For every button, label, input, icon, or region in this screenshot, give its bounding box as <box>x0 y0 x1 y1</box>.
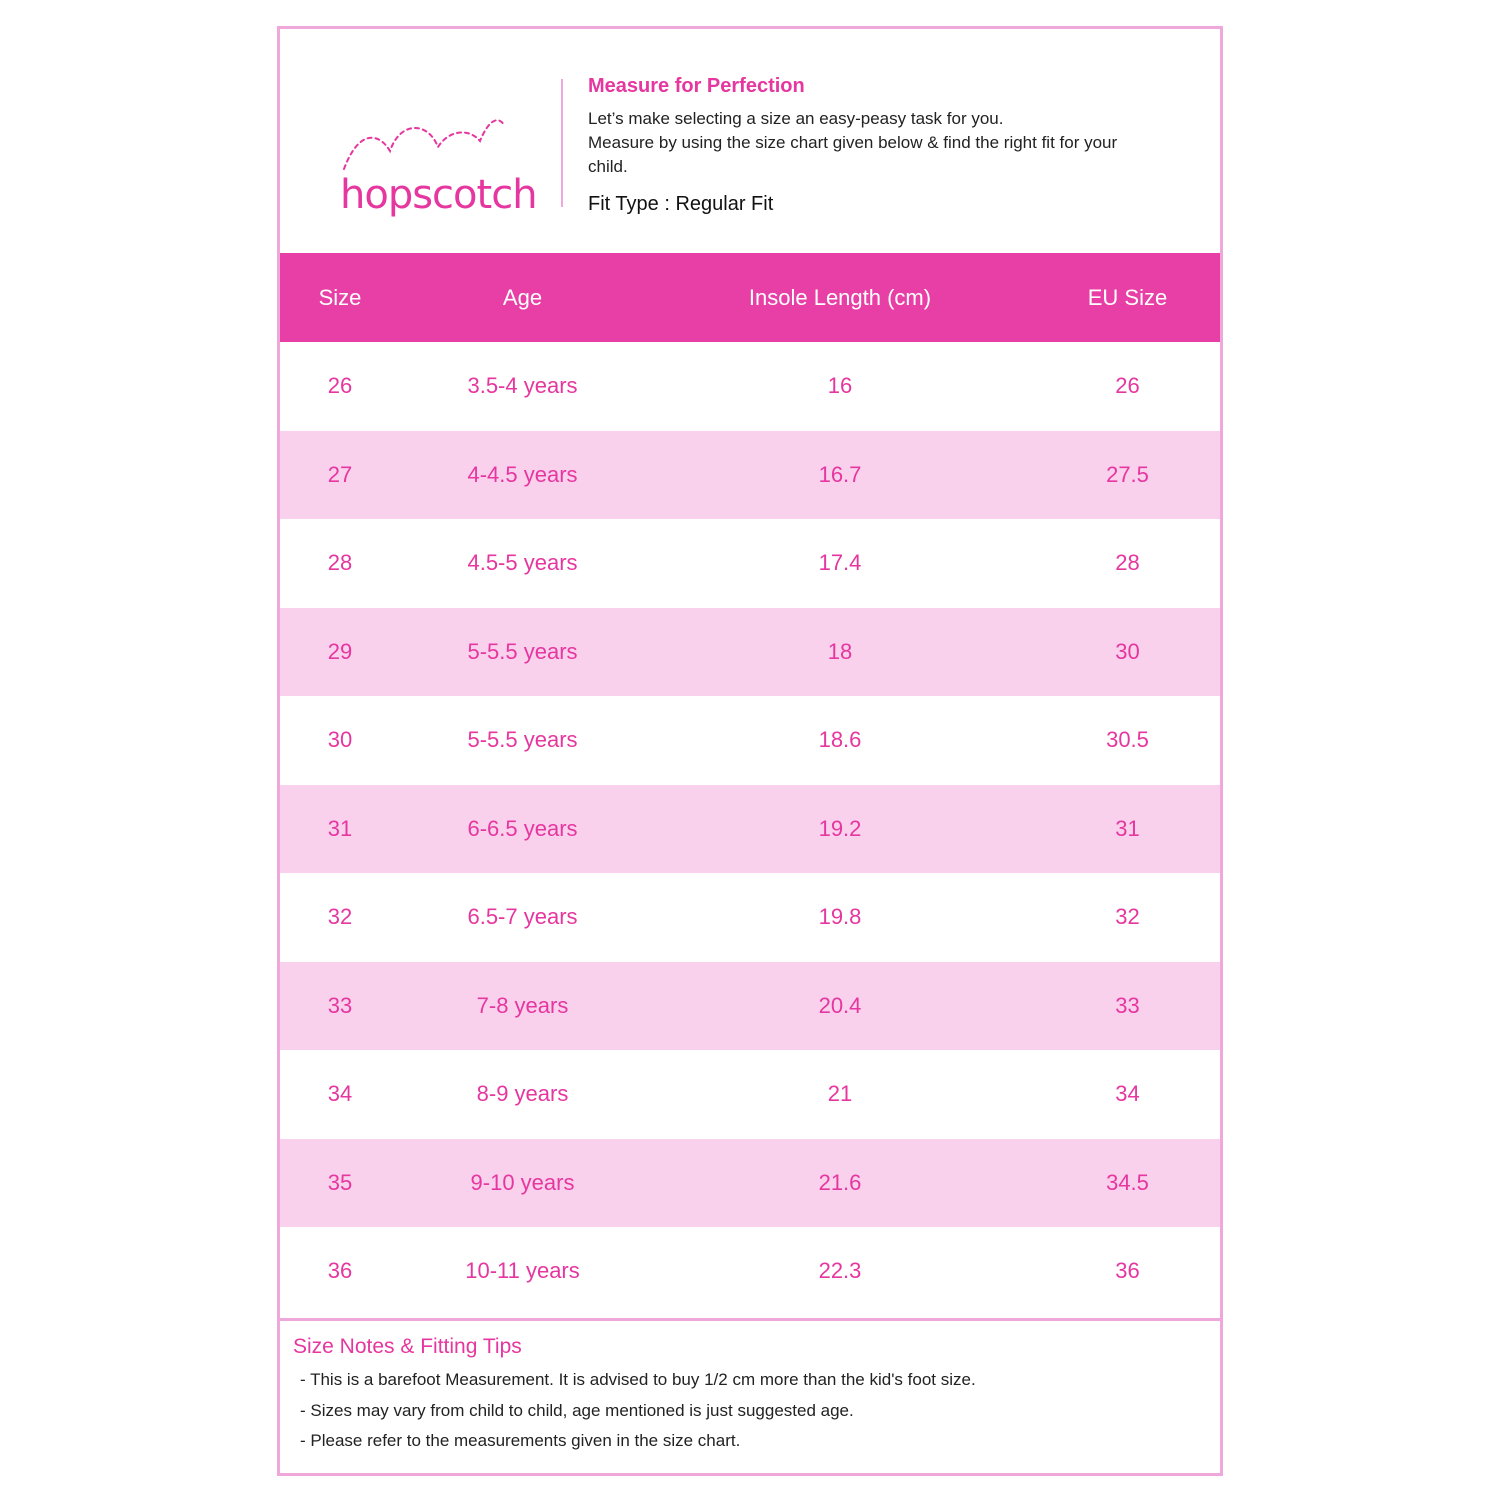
note-item: - Please refer to the measurements given in the size chart. <box>300 1431 741 1450</box>
cell-size: 36 <box>327 1258 353 1284</box>
cell-insole-length: 18 <box>827 638 853 664</box>
cell-age: 6.5-7 years <box>467 904 578 930</box>
cell-eu-size: 31 <box>1115 815 1140 841</box>
cell-age: 4.5-5 years <box>467 550 578 576</box>
table-row <box>280 1050 1220 1139</box>
cell-age: 5-5.5 years <box>467 638 578 664</box>
cell-age: 8-9 years <box>476 1081 569 1107</box>
table-row <box>280 1227 1220 1316</box>
cell-eu-size: 33 <box>1115 992 1140 1018</box>
cell-insole-length: 21.6 <box>818 1169 862 1195</box>
cell-eu-size: 28 <box>1115 550 1140 576</box>
cell-insole-length: 18.6 <box>818 727 862 753</box>
table-row <box>280 342 1220 431</box>
note-item: - Sizes may vary from child to child, age mentioned is just suggested age. <box>300 1400 854 1420</box>
cell-size: 26 <box>327 373 353 399</box>
table-row <box>280 431 1220 520</box>
cell-age: 6-6.5 years <box>467 815 578 841</box>
size-notes <box>293 1333 1193 1457</box>
cell-size: 27 <box>327 461 353 487</box>
table-row <box>280 785 1220 874</box>
cell-size: 29 <box>327 638 353 664</box>
cell-size: 28 <box>327 550 353 576</box>
cell-eu-size: 36 <box>1115 1258 1140 1284</box>
column-header-size: Size <box>318 284 362 310</box>
table-row <box>280 608 1220 697</box>
cell-eu-size: 34 <box>1115 1081 1140 1107</box>
cell-eu-size: 32 <box>1115 904 1140 930</box>
intro-title: Measure for Perfection <box>588 75 805 97</box>
cell-age: 3.5-4 years <box>467 373 578 399</box>
cell-size: 30 <box>327 727 353 753</box>
header-divider <box>561 79 563 207</box>
column-header-eu-size: EU Size <box>1087 284 1168 310</box>
intro-line-1: Let’s make selecting a size an easy-peasy task for you. <box>588 109 1004 128</box>
fit-type: Fit Type : Regular Fit <box>588 193 774 215</box>
cell-eu-size: 34.5 <box>1106 1169 1149 1195</box>
cell-insole-length: 21 <box>827 1081 853 1107</box>
notes-divider <box>280 1318 1220 1321</box>
column-header-insole-length: Insole Length (cm) <box>748 284 932 310</box>
brand-logo <box>338 91 538 218</box>
cell-insole-length: 20.4 <box>818 992 862 1018</box>
cell-insole-length: 22.3 <box>818 1258 862 1284</box>
intro-line-3: child. <box>588 157 628 176</box>
table-row <box>280 873 1220 962</box>
cell-insole-length: 17.4 <box>818 550 862 576</box>
cell-size: 35 <box>327 1169 353 1195</box>
cell-insole-length: 16.7 <box>818 461 862 487</box>
cell-age: 4-4.5 years <box>467 461 578 487</box>
cell-eu-size: 27.5 <box>1106 461 1149 487</box>
note-item: - This is a barefoot Measurement. It is advised to buy 1/2 cm more than the kid's foot size. <box>300 1370 976 1389</box>
cell-size: 32 <box>327 904 353 930</box>
cell-size: 33 <box>327 992 353 1018</box>
cell-insole-length: 16 <box>827 373 853 399</box>
cell-size: 31 <box>327 815 353 841</box>
cell-insole-length: 19.8 <box>818 904 862 930</box>
cell-age: 9-10 years <box>470 1169 575 1195</box>
table-row <box>280 1139 1220 1228</box>
intro-line-2: Measure by using the size chart given below & find the right fit for your <box>588 133 1118 152</box>
table-row <box>280 962 1220 1051</box>
cell-insole-length: 19.2 <box>818 815 862 841</box>
cell-size: 34 <box>327 1081 353 1107</box>
brand-name: hopscotch <box>340 172 537 218</box>
cell-age: 10-11 years <box>465 1258 580 1284</box>
cell-eu-size: 26 <box>1115 373 1140 399</box>
cell-eu-size: 30 <box>1115 638 1140 664</box>
size-chart-header <box>280 29 1220 255</box>
cell-age: 5-5.5 years <box>467 727 578 753</box>
hopscotch-swirl-icon <box>338 91 538 181</box>
table-header <box>280 253 1220 342</box>
size-chart-card <box>277 26 1223 1476</box>
intro-block <box>588 73 1188 217</box>
table-row <box>280 519 1220 608</box>
column-header-age: Age <box>502 284 543 310</box>
table-row <box>280 696 1220 785</box>
cell-age: 7-8 years <box>476 992 569 1018</box>
cell-eu-size: 30.5 <box>1106 727 1149 753</box>
notes-title: Size Notes & Fitting Tips <box>293 1335 522 1358</box>
